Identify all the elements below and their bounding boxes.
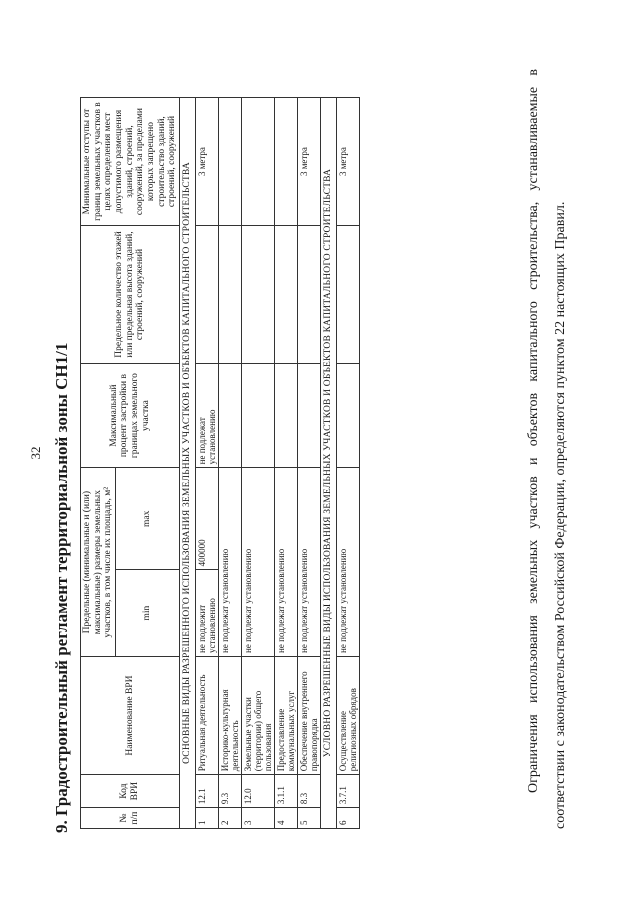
header-max-percent: Максимальный процент застройки в границах земельного участка [81, 363, 180, 467]
header-area-group: Предельные (минимальные и (или) максимальные) размеры земельных участков, в том числе их площадь, м² [81, 468, 116, 657]
header-row [81, 98, 116, 829]
header-code: Код ВРИ [81, 775, 180, 808]
cell-code: 8.3 [298, 775, 321, 808]
cell-code: 3.1.1 [275, 775, 298, 808]
page-title: 9. Градостроительный регламент территориальной зоны СН1/1 [52, 342, 71, 833]
table-row [241, 98, 274, 829]
cell-area: не подлежат установлению [241, 468, 274, 657]
cell-name: Ритуальная деятельность [195, 656, 218, 774]
cell-floors [275, 226, 298, 364]
header-min: min [115, 570, 179, 657]
cell-code: 9.3 [218, 775, 241, 808]
section-conditional-row [321, 98, 337, 829]
cell-floors [195, 226, 218, 364]
cell-indent: 3 метра [195, 98, 218, 226]
cell-name: Обеспечение внутреннего правопорядка [298, 656, 321, 774]
cell-floors [336, 226, 359, 364]
cell-max: 400000 [195, 468, 218, 570]
cell-name: Историко-культурная деятельность [218, 656, 241, 774]
header-no: № п/п [81, 808, 180, 829]
cell-code: 12.1 [195, 775, 218, 808]
cell-min: не подлежит установлению [195, 570, 218, 657]
regulation-table [80, 97, 360, 829]
table-row [218, 98, 241, 829]
section-conditional: УСЛОВНО РАЗРЕШЕННЫЕ ВИДЫ ИСПОЛЬЗОВАНИЯ ЗЕМЕЛЬНЫХ УЧАСТКОВ И ОБЪЕКТОВ КАПИТАЛЬНОГО СТРОИТЕЛЬСТВА [321, 98, 337, 829]
cell-indent: 3 метра [336, 98, 359, 226]
cell-percent [218, 363, 241, 467]
cell-indent [241, 98, 274, 226]
cell-no: 2 [218, 808, 241, 829]
cell-area: не подлежат установлению [218, 468, 241, 657]
cell-area: не подлежат установлению [298, 468, 321, 657]
table-row [275, 98, 298, 829]
cell-percent: не подлежат установлению [195, 363, 218, 467]
cell-no: 1 [195, 808, 218, 829]
page-number: 32 [28, 446, 43, 460]
cell-percent [336, 363, 359, 467]
cell-name: Осуществление религиозных обрядов [336, 656, 359, 774]
cell-percent [275, 363, 298, 467]
cell-area: не подлежат установлению [336, 468, 359, 657]
cell-no: 3 [241, 808, 274, 829]
cell-floors [218, 226, 241, 364]
cell-floors [298, 226, 321, 364]
cell-code: 3.7.1 [336, 775, 359, 808]
cell-name: Земельные участки (территории) общего пользования [241, 656, 274, 774]
cell-no: 4 [275, 808, 298, 829]
cell-percent [298, 363, 321, 467]
header-max: max [115, 468, 179, 570]
cell-percent [241, 363, 274, 467]
cell-indent [275, 98, 298, 226]
table-row [195, 98, 218, 829]
cell-indent [218, 98, 241, 226]
cell-floors [241, 226, 274, 364]
cell-code: 12.0 [241, 775, 274, 808]
cell-no: 6 [336, 808, 359, 829]
cell-no: 5 [298, 808, 321, 829]
cell-area: не подлежат установлению [275, 468, 298, 657]
cell-indent: 3 метра [298, 98, 321, 226]
header-name: Наименование ВРИ [81, 656, 180, 774]
footer-paragraph: Ограничения использования земельных участков и объектов капитального строительства, устанавливаемые в соответствии с законодательством Российской Федерации, определяются пунктом 22 настоящих Правил. [526, 69, 569, 829]
section-main: ОСНОВНЫЕ ВИДЫ РАЗРЕШЕННОГО ИСПОЛЬЗОВАНИЯ ЗЕМЕЛЬНЫХ УЧАСТКОВ И ОБЪЕКТОВ КАПИТАЛЬНОГО СТРОИТЕЛЬСТВА [179, 98, 195, 829]
cell-name: Предоставление коммунальных услуг [275, 656, 298, 774]
table-row [298, 98, 321, 829]
header-floors: Предельное количество этажей или предельная высота зданий, строений, сооружений [81, 226, 180, 364]
table-row [336, 98, 359, 829]
section-main-row [179, 98, 195, 829]
header-indents: Минимальные отступы от границ земельных участков в целях определения мест допустимого размещения зданий, строений, сооружений, за пределами которых запрещено строительство зданий, строений, сооружений [81, 98, 180, 226]
